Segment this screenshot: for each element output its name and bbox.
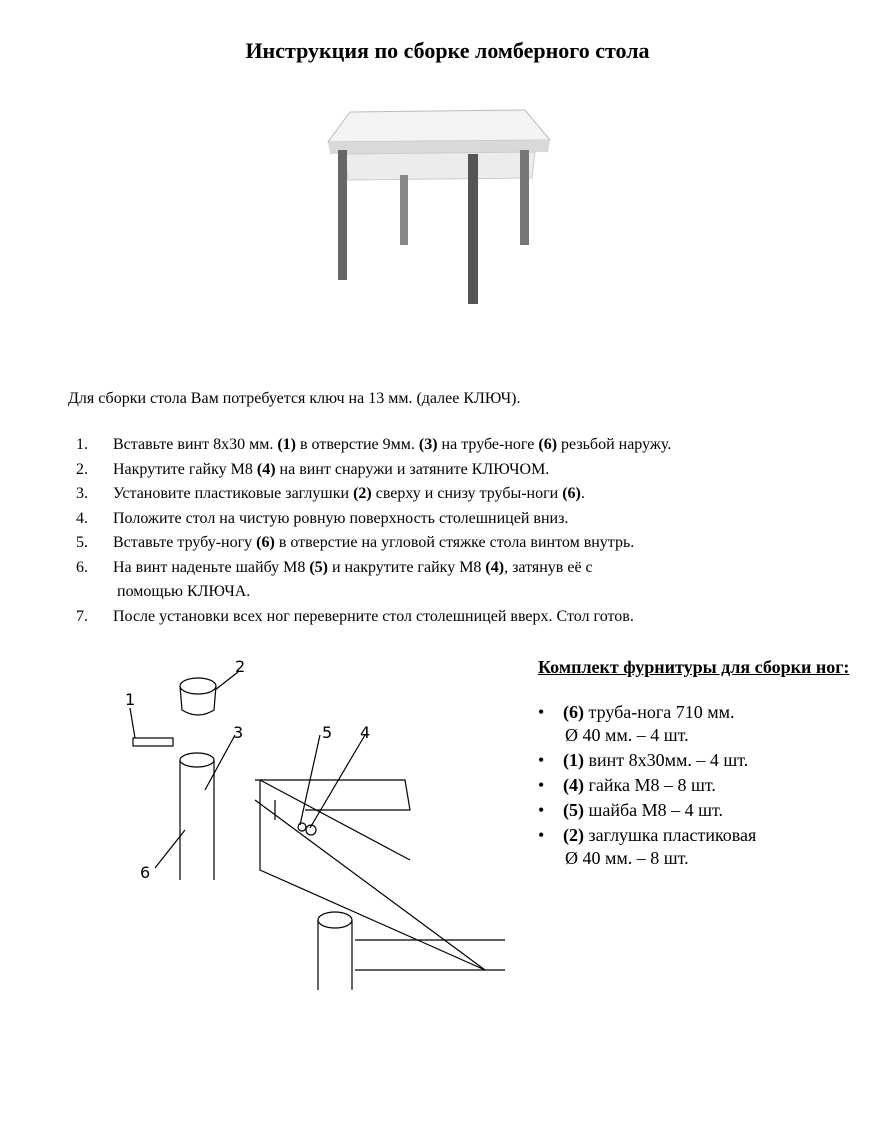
assembly-diagram bbox=[125, 650, 515, 990]
part-description: труба-нога 710 мм. bbox=[584, 702, 735, 722]
part-label-5: 5 bbox=[322, 723, 333, 742]
part-description: гайка М8 – 8 шт. bbox=[584, 775, 716, 795]
step-number: 7. bbox=[76, 607, 88, 625]
step-text-part: (3) bbox=[418, 436, 438, 453]
step-text bbox=[113, 485, 585, 503]
step-text-part: на трубе-ноге bbox=[437, 436, 539, 453]
bullet-icon: • bbox=[538, 800, 545, 820]
kit-item bbox=[538, 824, 849, 870]
bullet-icon: • bbox=[538, 750, 545, 770]
step-text-part: в отверстие 9мм. bbox=[295, 436, 419, 453]
part-description: заглушка пластиковая bbox=[584, 825, 757, 845]
step-text-part: (6) bbox=[256, 534, 275, 551]
page-title: Инструкция по сборке ломберного стола bbox=[245, 38, 650, 63]
step-number: 1. bbox=[76, 436, 88, 453]
part-description: винт 8х30мм. – 4 шт. bbox=[584, 750, 749, 770]
step-text-part: (6) bbox=[562, 485, 581, 502]
hardware-kit bbox=[538, 656, 849, 872]
step-text-part: (4) bbox=[256, 460, 276, 478]
step-text-part: (1) bbox=[277, 436, 296, 453]
step-text-part: После установки всех ног переверните стол столешницей вверх. Стол готов. bbox=[113, 607, 634, 625]
part-number: (5) bbox=[563, 800, 584, 820]
table-photo bbox=[320, 100, 560, 310]
step-text-part: сверху и снизу трубы-ноги bbox=[371, 485, 563, 502]
step-text bbox=[113, 559, 593, 577]
part-detail: Ø 40 мм. – 4 шт. bbox=[565, 725, 689, 745]
step-text-part: . bbox=[580, 485, 585, 502]
bullet-icon: • bbox=[538, 825, 545, 845]
step-number: 4. bbox=[76, 509, 88, 527]
step-number: 2. bbox=[76, 460, 88, 478]
step-text: помощью КЛЮЧА. bbox=[117, 583, 251, 600]
kit-item bbox=[538, 799, 849, 822]
bullet-icon: • bbox=[538, 702, 545, 722]
step-number: 3. bbox=[76, 485, 88, 502]
step-text-part: Вставьте винт 8х30 мм. bbox=[113, 436, 278, 453]
intro-text: Для сборки стола Вам потребуется ключ на 13 мм. (далее КЛЮЧ). bbox=[68, 390, 521, 407]
part-label-4: 4 bbox=[360, 723, 371, 742]
part-detail: Ø 40 мм. – 8 шт. bbox=[565, 848, 689, 868]
kit-item bbox=[538, 774, 849, 797]
step-text-part: на винт снаружи и затяните КЛЮЧОМ. bbox=[275, 460, 550, 478]
step-text-part: Положите стол на чистую ровную поверхность столешницей вниз. bbox=[113, 509, 569, 527]
kit-item bbox=[538, 701, 849, 747]
step-text-part: Установите пластиковые заглушки bbox=[113, 485, 354, 502]
step-text-part: На винт наденьте шайбу М8 bbox=[113, 558, 310, 576]
part-label-6: 6 bbox=[140, 863, 151, 882]
step-text-part: , затянув её с bbox=[504, 558, 593, 576]
step-text-part: (2) bbox=[353, 485, 372, 502]
step-text-part: в отверстие на угловой стяжке стола винтом внутрь. bbox=[274, 534, 635, 551]
step-text-part: Вставьте трубу-ногу bbox=[113, 534, 257, 551]
part-number: (1) bbox=[563, 750, 584, 770]
part-number: (4) bbox=[563, 775, 584, 795]
part-number: (6) bbox=[563, 702, 584, 722]
step-number: 5. bbox=[76, 534, 88, 551]
bullet-icon: • bbox=[538, 775, 545, 795]
step-text bbox=[113, 510, 568, 528]
step-text-part: (5) bbox=[309, 558, 328, 576]
step-text-part: (4) bbox=[485, 558, 505, 576]
part-label-1: 1 bbox=[125, 690, 136, 709]
part-number: (2) bbox=[563, 825, 584, 845]
part-label-3: 3 bbox=[233, 723, 244, 742]
step-text-part: (6) bbox=[538, 436, 558, 453]
step-text-part: и накрутите гайку М8 bbox=[327, 558, 486, 576]
kit-item bbox=[538, 749, 849, 772]
step-text bbox=[113, 534, 634, 552]
step-text bbox=[113, 436, 671, 454]
step-text bbox=[113, 608, 634, 626]
part-description: шайба М8 – 4 шт. bbox=[584, 800, 724, 820]
step-text bbox=[113, 461, 549, 479]
step-text-part: резьбой наружу. bbox=[557, 436, 672, 453]
step-number: 6. bbox=[76, 558, 88, 576]
part-label-2: 2 bbox=[235, 657, 246, 676]
kit-list bbox=[538, 701, 849, 870]
kit-heading: Комплект фурнитуры для сборки ног: bbox=[538, 657, 850, 677]
step-text-part: Накрутите гайку М8 bbox=[113, 460, 257, 478]
